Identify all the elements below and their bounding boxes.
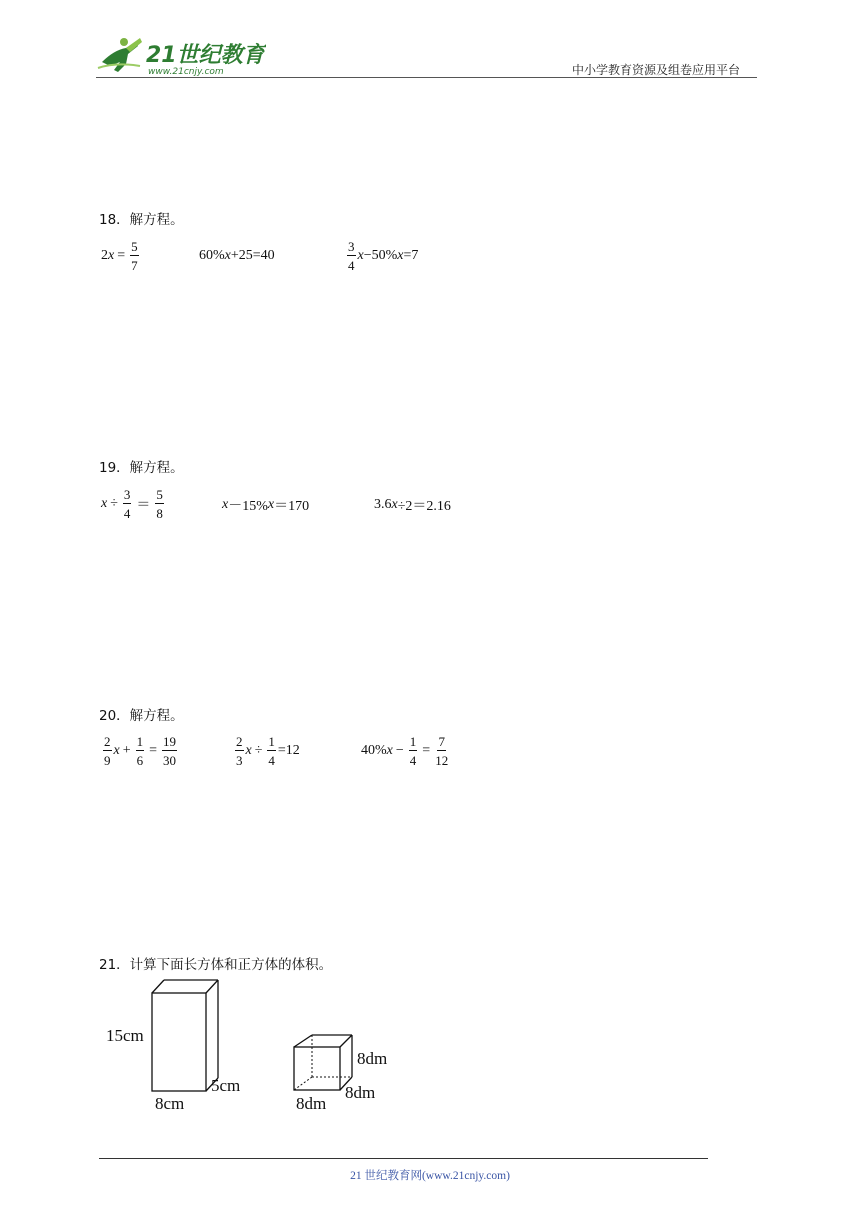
q21-title: 21．计算下面长方体和正方体的体积。 xyxy=(99,957,333,973)
footer-divider xyxy=(99,1158,708,1159)
platform-title: 中小学教育资源及组卷应用平台 xyxy=(572,63,741,77)
q20-equation-1: $\frac{2}{9}$ x + $\frac{1}{6}$ = $\frac{19}{30}$ xyxy=(104,734,177,768)
footer-link[interactable]: 21 世纪教育网(www.21cnjy.com) xyxy=(350,1170,510,1182)
q20-equation-2: $\frac{2}{3}$ x ÷ $\frac{1}{4}$ =12 xyxy=(236,734,300,768)
cuboid-height-label: 15cm xyxy=(106,1026,144,1045)
cuboid-width-label: 8cm xyxy=(155,1094,185,1113)
q18-equation-3: $\frac{3}{4}$ x −50% x =7 xyxy=(348,239,419,273)
cube-depth-label: 8dm xyxy=(345,1083,376,1102)
cube-width-label: 8dm xyxy=(296,1094,327,1113)
q19-equation-2: x －15% x ＝170 xyxy=(222,497,310,514)
q18-equation-2: 60% x +25=40 xyxy=(199,248,275,263)
cube-height-label: 8dm xyxy=(357,1049,388,1068)
header-divider xyxy=(96,77,757,78)
q18-equation-1: 2 x = $\frac{5}{7}$ xyxy=(101,239,138,273)
runner-icon xyxy=(98,38,142,72)
q19-equation-1: x ÷ $\frac{3}{4}$ ＝ $\frac{5}{8}$ xyxy=(101,487,163,521)
q19-title: 19．解方程。 xyxy=(99,460,184,476)
site-logo xyxy=(96,36,266,78)
q19-equation-3: 3.6 x ÷2＝2.16 xyxy=(374,497,451,514)
logo-url: www.21cnjy.com xyxy=(148,67,224,77)
logo-text: 21世纪教育 xyxy=(146,43,265,68)
q20-title: 20．解方程。 xyxy=(99,708,184,724)
q20-equation-3: 40% x − $\frac{1}{4}$ = $\frac{7}{12}$ xyxy=(361,734,449,768)
cuboid-depth-label: 5cm xyxy=(211,1076,241,1095)
q18-title: 18．解方程。 xyxy=(99,212,184,228)
